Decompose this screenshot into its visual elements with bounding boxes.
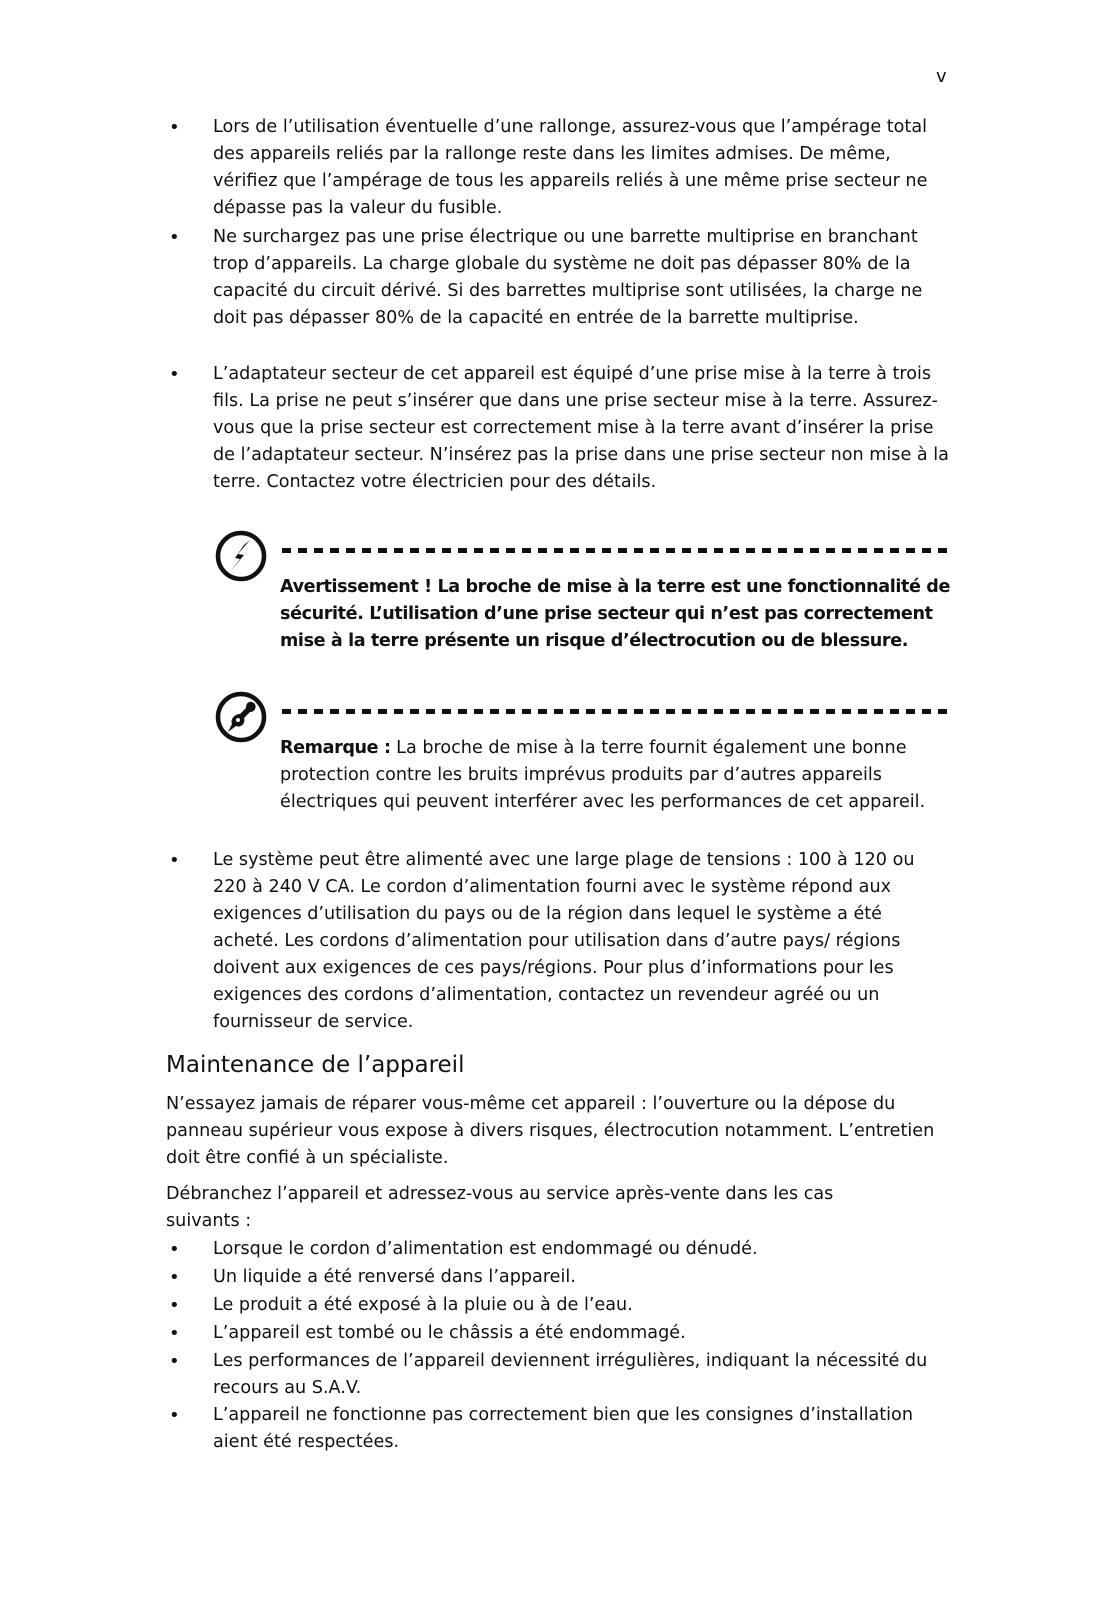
paragraph: Débranchez l’appareil et adressez-vous au service après-vente dans les cas suivants :	[166, 1184, 834, 1231]
page-number: v	[936, 66, 947, 87]
list-item: • Un liquide a été renversé dans l’appareil.	[213, 1264, 953, 1291]
list-item: • Le système peut être alimenté avec une large plage de tensions : 100 à 120 ou 220 à 240 V CA. Le cordon d’alimentation fourni avec le système répond aux exigences d’utilisation du pays ou de la région dans lequel le système a été acheté. Les cordons d’alimentation pour utilisation dans d’autre pays/ régions doivent aux exigences de ces pays/régions. Pour plus d’informations pour les exigences des cordons d’alimentation, contactez un revendeur agréé ou un fournisseur de service.	[213, 847, 953, 1036]
warning-lightning-icon	[214, 529, 268, 583]
list-item: • L’appareil est tombé ou le châssis a été endommagé.	[213, 1320, 953, 1347]
note-label: Remarque :	[280, 738, 391, 758]
list-item: • Ne surchargez pas une prise électrique ou une barrette multiprise en branchant trop d’appareils. La charge globale du système ne doit pas dépasser 80% de la capacité du circuit dérivé. Si des barrettes multiprise sont utilisées, la charge ne doit pas dépasser 80% de la capacité en entrée de la barrette multiprise.	[213, 224, 953, 332]
list-item: • L’adaptateur secteur de cet appareil est équipé d’une prise mise à la terre à trois fils. La prise ne peut s’insérer que dans une prise secteur mise à la terre. Assurez-vous que la prise secteur est correctement mise à la terre avant d’insérer la prise de l’adaptateur secteur. N’insérez pas la prise dans une prise secteur non mise à la terre. Contactez votre électricien pour des détails.	[213, 361, 953, 496]
note-body: La broche de mise à la terre fournit également une bonne protection contre les bruits imprévus produits par d’autres appareils électriques qui peuvent interférer avec les performances de cet appareil.	[280, 738, 926, 812]
divider	[282, 548, 950, 553]
list-item: • Lors de l’utilisation éventuelle d’une rallonge, assurez-vous que l’ampérage total des appareils reliés par la rallonge reste dans les limites admises. De même, vérifiez que l’ampérage de tous les appareils reliés à une même prise secteur ne dépasse pas la valeur du fusible.	[213, 114, 953, 222]
note-text	[280, 735, 950, 816]
divider	[282, 709, 950, 714]
warning-text: Avertissement ! La broche de mise à la terre est une fonctionnalité de sécurité. L’utilisation d’une prise secteur qui n’est pas correctement mise à la terre présente un risque d’électrocution ou de blessure.	[280, 577, 951, 651]
paragraph: N’essayez jamais de réparer vous-même cet appareil : l’ouverture ou la dépose du panneau supérieur vous expose à divers risques, électrocution notamment. L’entretien doit être confié à un spécialiste.	[166, 1094, 935, 1168]
section-heading: Maintenance de l’appareil	[166, 1052, 465, 1078]
list-item: • Lorsque le cordon d’alimentation est endommagé ou dénudé.	[213, 1236, 953, 1263]
list-item: • L’appareil ne fonctionne pas correctement bien que les consignes d’installation aient été respectées.	[213, 1402, 953, 1456]
list-item: • Les performances de l’appareil deviennent irrégulières, indiquant la nécessité du recours au S.A.V.	[213, 1348, 953, 1402]
list-item: • Le produit a été exposé à la pluie ou à de l’eau.	[213, 1292, 953, 1319]
note-pen-icon	[214, 690, 268, 744]
